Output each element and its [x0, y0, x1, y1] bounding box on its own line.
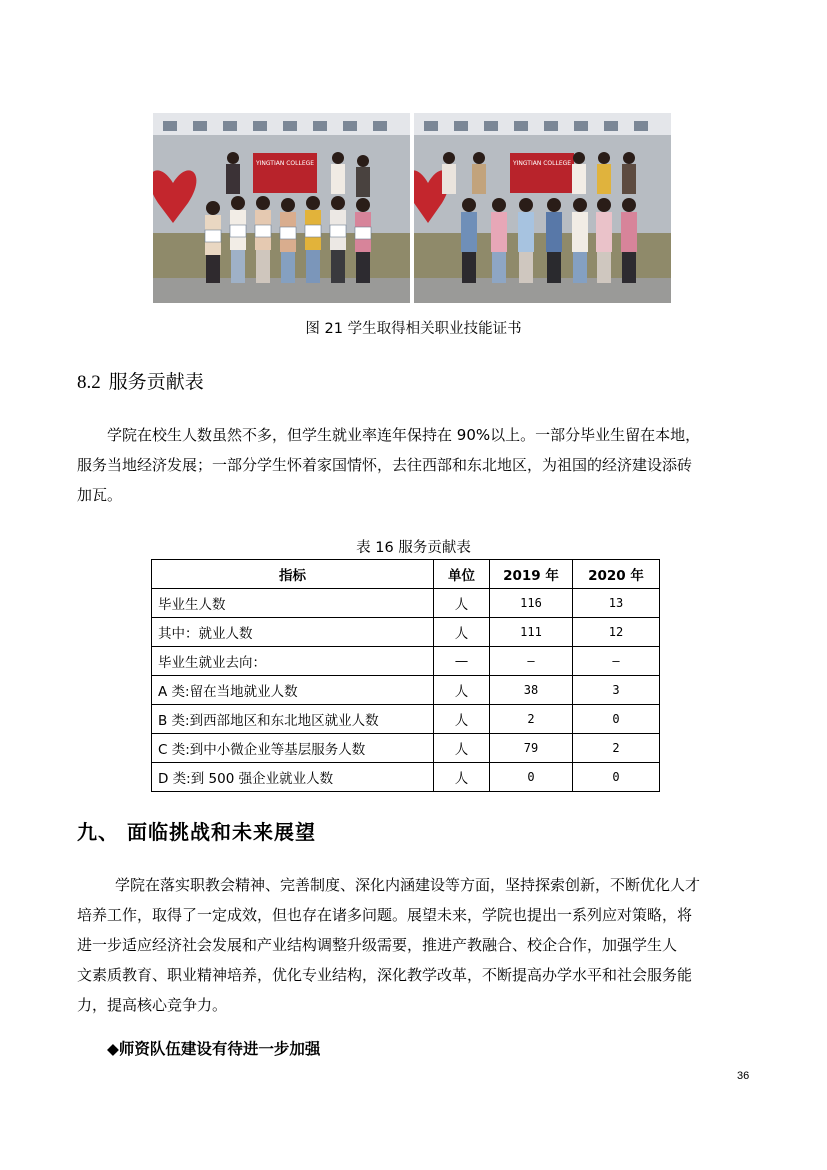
- cell-unit: 人: [434, 589, 490, 618]
- cell-2020: 3: [573, 676, 660, 705]
- cell-indicator: B 类:到西部地区和东北地区就业人数: [152, 705, 434, 734]
- section-title: 服务贡献表: [108, 371, 204, 393]
- certificate-photo-1: [153, 113, 410, 303]
- cell-2020: 0: [573, 705, 660, 734]
- cell-2019: 0: [490, 763, 573, 792]
- cell-indicator: A 类:留在当地就业人数: [152, 676, 434, 705]
- table-row: [152, 618, 660, 647]
- header-2019: 2019 年: [490, 560, 573, 589]
- header-unit: 单位: [434, 560, 490, 589]
- section-heading-8-2: [77, 367, 204, 394]
- table-title: 表 16 服务贡献表: [356, 540, 471, 556]
- cell-2020: 0: [573, 763, 660, 792]
- table-row: [152, 589, 660, 618]
- page-number: 36: [737, 1070, 750, 1082]
- certificate-photo-2: [414, 113, 671, 303]
- section-number: 8.2: [77, 372, 101, 393]
- banner-text-1: YINGTIAN COLLEGE: [255, 160, 315, 167]
- paragraph-line: 学院在落实职教会精神、完善制度、深化内涵建设等方面，坚持探索创新，不断优化人才: [115, 876, 701, 894]
- cell-2019: 116: [490, 589, 573, 618]
- cell-unit: —: [434, 647, 490, 676]
- cell-indicator: D 类:到 500 强企业就业人数: [152, 763, 434, 792]
- paragraph-outlook: [77, 870, 757, 1020]
- cell-unit: 人: [434, 676, 490, 705]
- section-heading-9: 九、 面临挑战和未来展望: [77, 820, 316, 844]
- cell-2020: —: [573, 647, 660, 676]
- table-row: [152, 647, 660, 676]
- paragraph-service: [77, 420, 757, 510]
- paragraph-line: 加瓦。: [77, 486, 123, 504]
- cell-unit: 人: [434, 734, 490, 763]
- paragraph-line: 学院在校生人数虽然不多，但学生就业率连年保持在 90%以上。一部分毕业生留在本地，: [107, 426, 701, 444]
- table-row: [152, 763, 660, 792]
- cell-indicator: 其中：就业人数: [152, 618, 434, 647]
- cell-indicator: C 类:到中小微企业等基层服务人数: [152, 734, 434, 763]
- paragraph-line: 服务当地经济发展；一部分学生怀着家国情怀，去往西部和东北地区，为祖国的经济建设添砖: [77, 456, 693, 474]
- cell-2020: 2: [573, 734, 660, 763]
- table-row: [152, 676, 660, 705]
- cell-2019: 38: [490, 676, 573, 705]
- paragraph-line: 文素质教育、职业精神培养，优化专业结构，深化教学改革，不断提高办学水平和社会服务能: [77, 966, 693, 984]
- cell-unit: 人: [434, 705, 490, 734]
- cell-2019: 2: [490, 705, 573, 734]
- cell-2020: 13: [573, 589, 660, 618]
- bullet-heading: ◆师资队伍建设有待进一步加强: [107, 1040, 321, 1058]
- header-indicator: 指标: [152, 560, 434, 589]
- cell-unit: 人: [434, 763, 490, 792]
- table-row: [152, 705, 660, 734]
- cell-unit: 人: [434, 618, 490, 647]
- paragraph-line: 力，提高核心竞争力。: [77, 996, 228, 1014]
- table-header-row: [152, 560, 660, 589]
- paragraph-line: 培养工作，取得了一定成效，但也存在诸多问题。展望未来，学院也提出一系列应对策略，将: [77, 906, 693, 924]
- header-2020: 2020 年: [573, 560, 660, 589]
- cell-indicator: 毕业生人数: [152, 589, 434, 618]
- cell-2019: 79: [490, 734, 573, 763]
- table-row: [152, 734, 660, 763]
- cell-2019: 111: [490, 618, 573, 647]
- service-contribution-table: [151, 559, 660, 792]
- cell-indicator: 毕业生就业去向：: [152, 647, 434, 676]
- paragraph-line: 进一步适应经济社会发展和产业结构调整升级需要，推进产教融合、校企合作，加强学生人: [77, 936, 678, 954]
- banner-text-2: YINGTIAN COLLEGE: [512, 160, 572, 167]
- figure-caption: 图 21 学生取得相关职业技能证书: [305, 321, 522, 337]
- cell-2020: 12: [573, 618, 660, 647]
- cell-2019: —: [490, 647, 573, 676]
